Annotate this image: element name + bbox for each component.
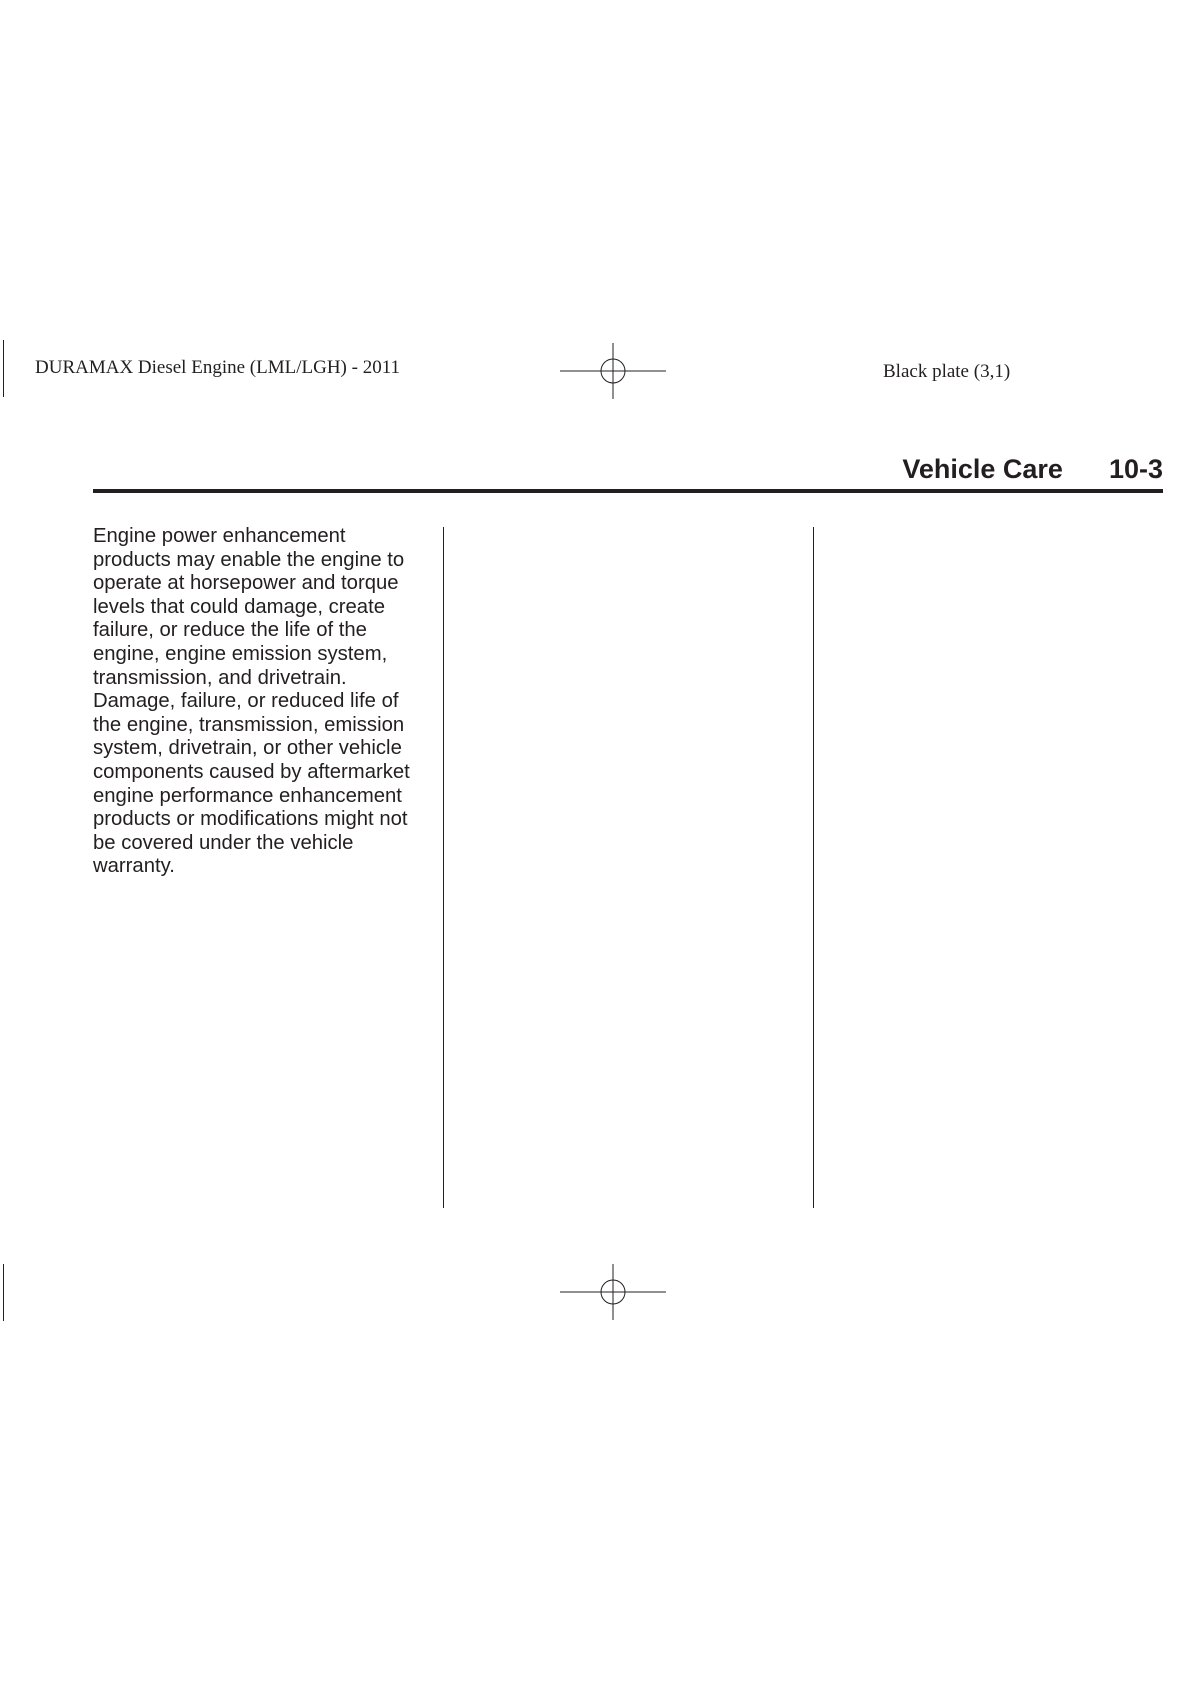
registration-mark-top-icon xyxy=(560,343,666,399)
crop-mark-top-left xyxy=(3,340,4,397)
page-number: 10-3 xyxy=(1108,454,1163,484)
column-divider-right xyxy=(813,527,814,1208)
running-header xyxy=(902,454,1163,485)
crop-mark-bottom-left xyxy=(3,1264,4,1321)
plate-id: Black plate (3,1) xyxy=(883,361,1011,382)
column-divider-left xyxy=(443,527,444,1208)
registration-mark-bottom-icon xyxy=(560,1264,666,1320)
section-title: Vehicle Care xyxy=(902,454,1063,484)
body-paragraph: Engine power enhancement products may enable the engine to operate at horsepower and torque levels that could damage, create failure, or reduce the life of the engine, engine emission system, transmission, and drivetrain. Damage, failure, or reduced life of the engine, transmission, emission system, drivetrain, or other vehicle components caused by aftermarket engine performance enhancement products or modifications might not be covered under the vehicle warranty. xyxy=(93,525,410,878)
header-rule xyxy=(93,489,1163,493)
document-id: DURAMAX Diesel Engine (LML/LGH) - 2011 xyxy=(35,357,400,378)
